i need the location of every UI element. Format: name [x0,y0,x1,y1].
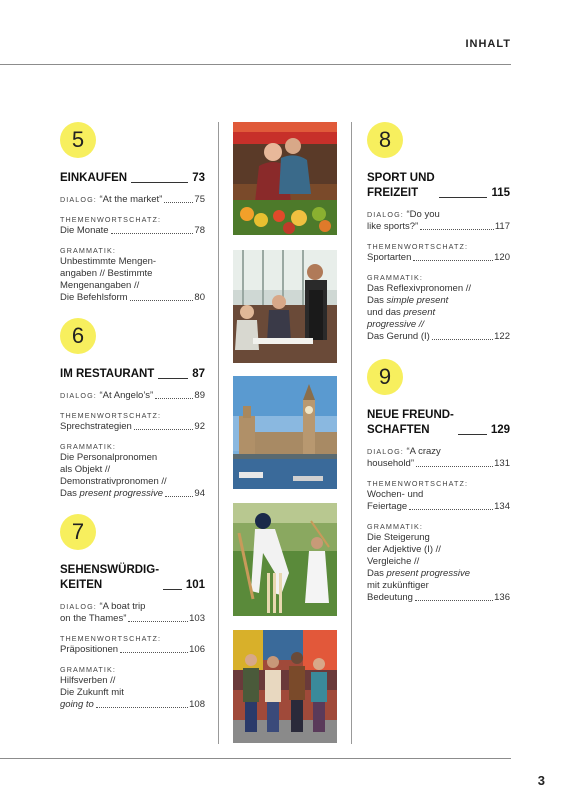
cricket-photo [233,503,337,616]
street-photo [233,630,337,743]
divider-right [351,122,352,744]
dialog-entry[interactable]: DIALOG: “At Angelo’s” 89 [60,390,205,401]
divider-left [218,122,219,744]
toc-right-column [367,122,510,604]
chapter-9 [367,359,510,604]
chapter-number-badge: 6 [60,318,96,354]
chapter-number-badge: 5 [60,122,96,158]
chapter-number-badge: 7 [60,514,96,550]
footer-rule [0,758,511,759]
theme-entry[interactable]: THEMENWORTSCHATZ: Präpositionen 106 [60,634,205,655]
chapter-title[interactable]: SPORT UND FREIZEIT 115 [367,172,510,199]
grammar-entry[interactable]: GRAMMATIK: Hilfsverben // Die Zukunft mit going to 108 [60,665,205,710]
chapter-number-badge: 8 [367,122,403,158]
chapter-title[interactable]: IM RESTAURANT 87 [60,368,205,380]
grammar-entry[interactable]: GRAMMATIK: Unbestimmte Mengen- angaben // Bestimmte Mengenangaben // Die Befehlsform 80 [60,246,205,303]
chapter-number-badge: 9 [367,359,403,395]
dialog-entry[interactable]: DIALOG: “A boat trip on the Thames” 103 [60,601,205,624]
chapter-6 [60,318,205,500]
grammar-entry[interactable]: GRAMMATIK: Die Steigerung der Adjektive (I) // Vergleiche // Das present progressive mit zukünftiger Bedeutung 136 [367,522,510,603]
market-photo [233,122,337,235]
dialog-entry[interactable]: DIALOG: “At the market” 75 [60,194,205,205]
chapter-title[interactable]: SEHENSWÜRDIG- KEITEN 101 [60,564,205,591]
chapter-title[interactable]: NEUE FREUND- SCHAFTEN 129 [367,409,510,436]
theme-entry[interactable]: THEMENWORTSCHATZ: Sprechstrategien 92 [60,411,205,432]
page-number: 3 [537,773,545,788]
chapter-5 [60,122,205,304]
theme-entry[interactable]: THEMENWORTSCHATZ: Sportarten 120 [367,242,510,263]
theme-entry[interactable]: THEMENWORTSCHATZ: Wochen- und Feiertage 134 [367,479,510,512]
header-title: INHALT [465,38,511,50]
chapter-8 [367,122,510,343]
chapter-title[interactable]: EINKAUFEN 73 [60,172,205,184]
header-rule [0,64,511,65]
grammar-entry[interactable]: GRAMMATIK: Die Personalpronomen als Objekt // Demonstrativpronomen // Das present progressive 94 [60,442,205,499]
toc-left-column [60,122,205,711]
grammar-entry[interactable]: GRAMMATIK: Das Reflexivpronomen // Das simple present und das present progressive // Das Gerund (I) 122 [367,273,510,342]
chapter-7 [60,514,205,711]
theme-entry[interactable]: THEMENWORTSCHATZ: Die Monate 78 [60,215,205,236]
dialog-entry[interactable]: DIALOG: “Do you like sports?” 117 [367,209,510,232]
dialog-entry[interactable]: DIALOG: “A crazy household” 131 [367,446,510,469]
london-photo [233,376,337,489]
restaurant-photo [233,250,337,363]
